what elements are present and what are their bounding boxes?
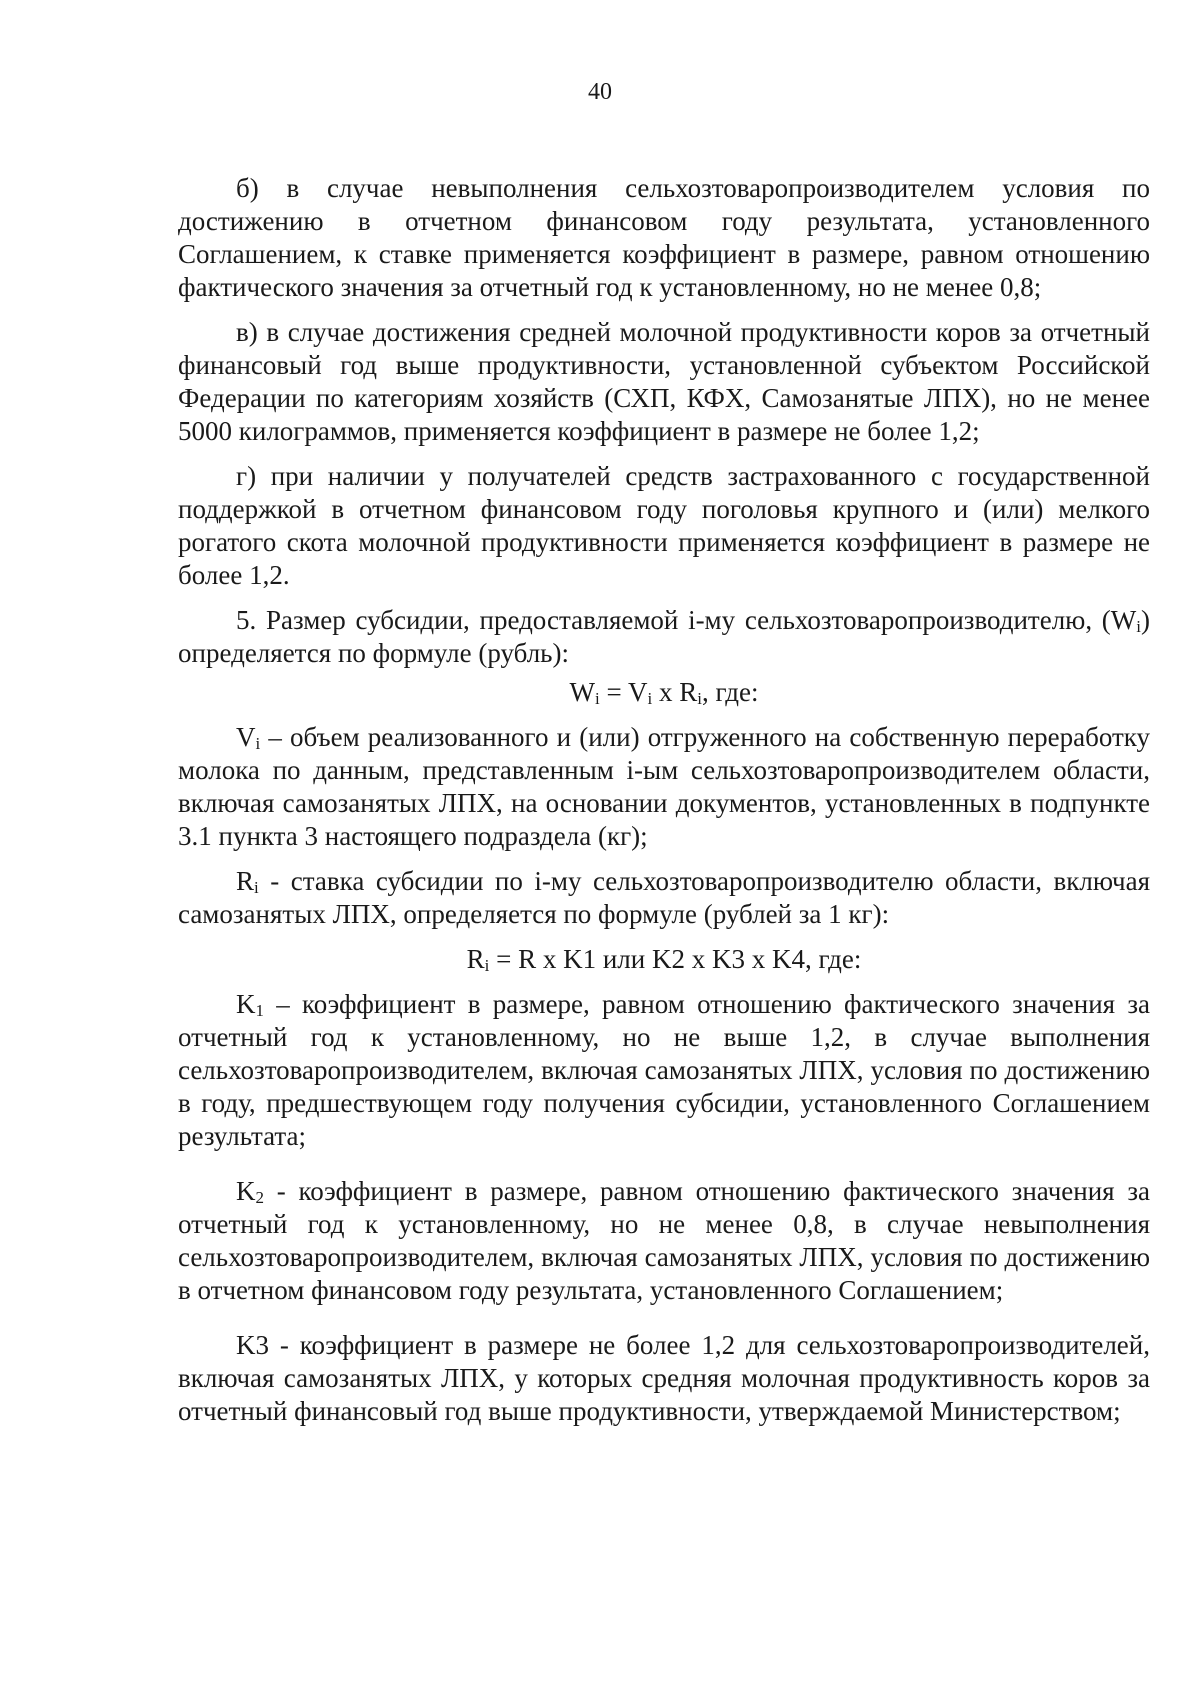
definition-k1-symbol: K [236, 989, 256, 1019]
formula-wi-r-sub: i [697, 689, 702, 708]
formula-wi-w: W [569, 677, 596, 707]
definition-vi [178, 721, 1150, 853]
definition-vi-text: – объем реализованного и (или) отгруженного на собственную переработку молока по данным, представленным i-ым сельхозтоваропроизводителем области, включая самозанятых ЛПХ, на основании документов, установленных в подпункте 3.1 пункта 3 настоящего подраздела (кг); [178, 722, 1150, 851]
formula-wi-v-sub: i [647, 689, 653, 708]
definition-ri [178, 865, 1150, 931]
paragraph-5-text: 5. Размер субсидии, предоставляемой i-му сельхозтоваропроизводителю, [236, 605, 1093, 635]
formula-ri-r: R [466, 944, 485, 974]
definition-k3: K3 - коэффициент в размере не более 1,2 для сельхозтоваропроизводителей, включая самозанятых ЛПХ, у которых средняя молочная продуктивность коров за отчетный финансовый год выше продуктивности, утверждаемой Министерством; [178, 1330, 1150, 1426]
definition-k1 [178, 988, 1150, 1153]
definition-k2-text: - коэффициент в размере, равном отношению фактического значения за отчетный год к установленному, но не менее 0,8, в случае невыполнения сельхозтоваропроизводителем, включая самозанятых ЛПХ, условия по достижению в отчетном финансовом году результата, установленного Соглашением; [178, 1176, 1150, 1305]
paragraph-g: г) при наличии у получателей средств застрахованного с государственной поддержкой в отчетном финансовом году поголовья крупного и (или) мелкого рогатого скота молочной продуктивности применяется коэффициент в размере не более 1,2. [178, 461, 1150, 590]
paragraph-v: в) в случае достижения средней молочной продуктивности коров за отчетный финансовый год выше продуктивности, установленной субъектом Российской Федерации по категориям хозяйств (СХП, КФХ, Самозанятые ЛПХ), но не менее 5000 килограммов, применяется коэффициент в размере не более 1,2; [178, 317, 1150, 446]
paragraph-5 [178, 604, 1150, 670]
definition-k2-symbol: K [236, 1176, 256, 1206]
paragraph-5-w-sub: i [1136, 617, 1141, 636]
page-number: 40 [588, 79, 612, 105]
formula-ri-rest: = R x K1 или K2 x K3 x K4, где: [489, 944, 862, 974]
definition-k1-text: – коэффициент в размере, равном отношению фактического значения за отчетный год к установленному, но не выше 1,2, в случае выполнения сельхозтоваропроизводителем, включая самозанятых ЛПХ, условия по достижению в году, предшествующем году получения субсидии, установленного Соглашением результата; [178, 989, 1150, 1151]
formula-wi [178, 676, 1150, 709]
definition-ri-symbol: R [236, 866, 255, 896]
definition-k2 [178, 1175, 1150, 1307]
formula-ri-r-sub: i [484, 956, 490, 975]
definition-k1-sub: 1 [255, 1001, 264, 1020]
formula-wi-tail: , где: [702, 677, 759, 707]
paragraph-b: б) в случае невыполнения сельхозтоваропроизводителем условия по достижению в отчетном финансовом году результата, установленного Соглашением, к ставке применяется коэффициент в размере, равном отношению фактического значения за отчетный год к установленному, но не менее 0,8; [178, 173, 1150, 302]
document-body [178, 172, 1150, 1440]
formula-wi-eq: = V [599, 677, 648, 707]
paragraph-5-w-post: ) определяется по формуле (рубль): [178, 605, 1150, 668]
formula-ri [178, 943, 1150, 976]
definition-vi-sub: i [255, 734, 261, 753]
definition-vi-symbol: V [236, 722, 256, 752]
formula-wi-x: x R [652, 677, 698, 707]
formula-wi-w-sub: i [595, 689, 600, 708]
definition-k2-sub: 2 [255, 1188, 264, 1207]
definition-ri-sub: i [254, 878, 259, 897]
definition-ri-text: - ставка субсидии по i-му сельхозтоваропроизводителю области, включая самозанятых ЛПХ, определяется по формуле (рублей за 1 кг): [178, 866, 1150, 929]
paragraph-5-w-pre: (W [1101, 605, 1137, 635]
